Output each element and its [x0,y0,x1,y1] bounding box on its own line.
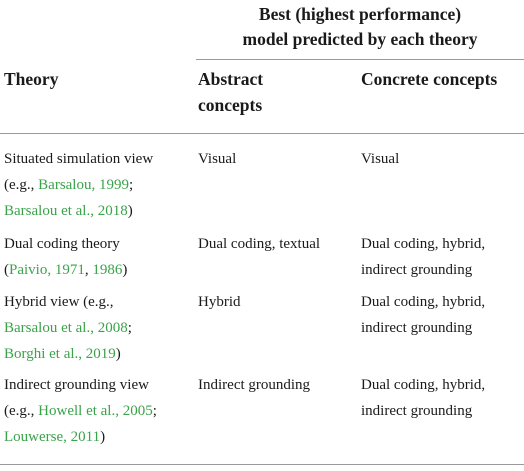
citation-prefix: ( [4,262,9,278]
citation-prefix: (e.g., [4,403,39,419]
header-rule [0,133,524,134]
citation-link[interactable]: Barsalou, 1999 [38,177,129,193]
column-header-abstract-line-2: concepts [198,95,263,115]
citation-link[interactable]: Barsalou et al., 2008 [4,320,128,336]
citation-separator: ; [128,177,134,193]
citation-separator: ; [127,320,132,336]
citation-suffix: ) [115,346,121,362]
theory-citation-line [4,257,190,283]
concrete-value: indirect grounding [361,320,473,336]
citation-prefix: (e.g., [4,177,39,193]
concrete-cell [361,231,521,283]
theory-name: Situated simulation view [4,151,154,167]
theory-cell [4,289,190,367]
abstract-cell [198,372,358,398]
concrete-value: Visual [361,151,400,167]
bottom-rule [0,464,524,465]
citation-separator: , [84,262,93,278]
citation-suffix: ) [122,262,128,278]
concrete-cell [361,146,521,172]
theory-citation-line [4,315,190,341]
theory-citation-line [4,198,190,224]
citation-link[interactable]: Howell et al., 2005 [38,403,153,419]
abstract-cell [198,289,358,315]
column-header-abstract [198,66,263,118]
theory-citation-line [4,398,190,424]
abstract-value: Visual [198,151,237,167]
citation-separator: ; [152,403,157,419]
concrete-value: Dual coding, hybrid, [361,377,486,393]
theory-citation-line [4,341,190,367]
spanner-line-2: model predicted by each theory [242,29,478,49]
theory-name: Dual coding theory [4,236,120,252]
abstract-value: Hybrid [198,294,241,310]
concrete-value: Dual coding, hybrid, [361,294,486,310]
concrete-cell [361,372,521,424]
citation-link[interactable]: Louwerse, 2011 [4,429,101,445]
spanner-heading [196,2,524,52]
concrete-cell [361,289,521,341]
column-header-abstract-line-1: Abstract [198,69,264,89]
concrete-value: indirect grounding [361,262,473,278]
theory-name: Indirect grounding view [4,377,149,393]
citation-link[interactable]: Borghi et al., 2019 [4,346,116,362]
concrete-value: indirect grounding [361,403,473,419]
citation-suffix: ) [127,203,133,219]
theory-cell [4,372,190,450]
theory-name: Hybrid view (e.g., [4,294,114,310]
spanner-rule [196,59,524,60]
column-header-theory: Theory [4,69,59,89]
citation-link[interactable]: Paivio, 1971 [9,262,85,278]
theory-citation-line [4,424,190,450]
theory-cell [4,231,190,283]
citation-suffix: ) [100,429,106,445]
theory-cell [4,146,190,224]
citation-link[interactable]: Barsalou et al., 2018 [4,203,128,219]
citation-link[interactable]: 1986 [92,262,123,278]
theory-citation-line [4,172,190,198]
spanner-line-1: Best (highest performance) [258,4,462,24]
abstract-value: Dual coding, textual [198,236,321,252]
concrete-value: Dual coding, hybrid, [361,236,486,252]
abstract-cell [198,231,358,257]
column-header-concrete: Concrete concepts [361,69,498,89]
abstract-value: Indirect grounding [198,377,311,393]
abstract-cell [198,146,358,172]
